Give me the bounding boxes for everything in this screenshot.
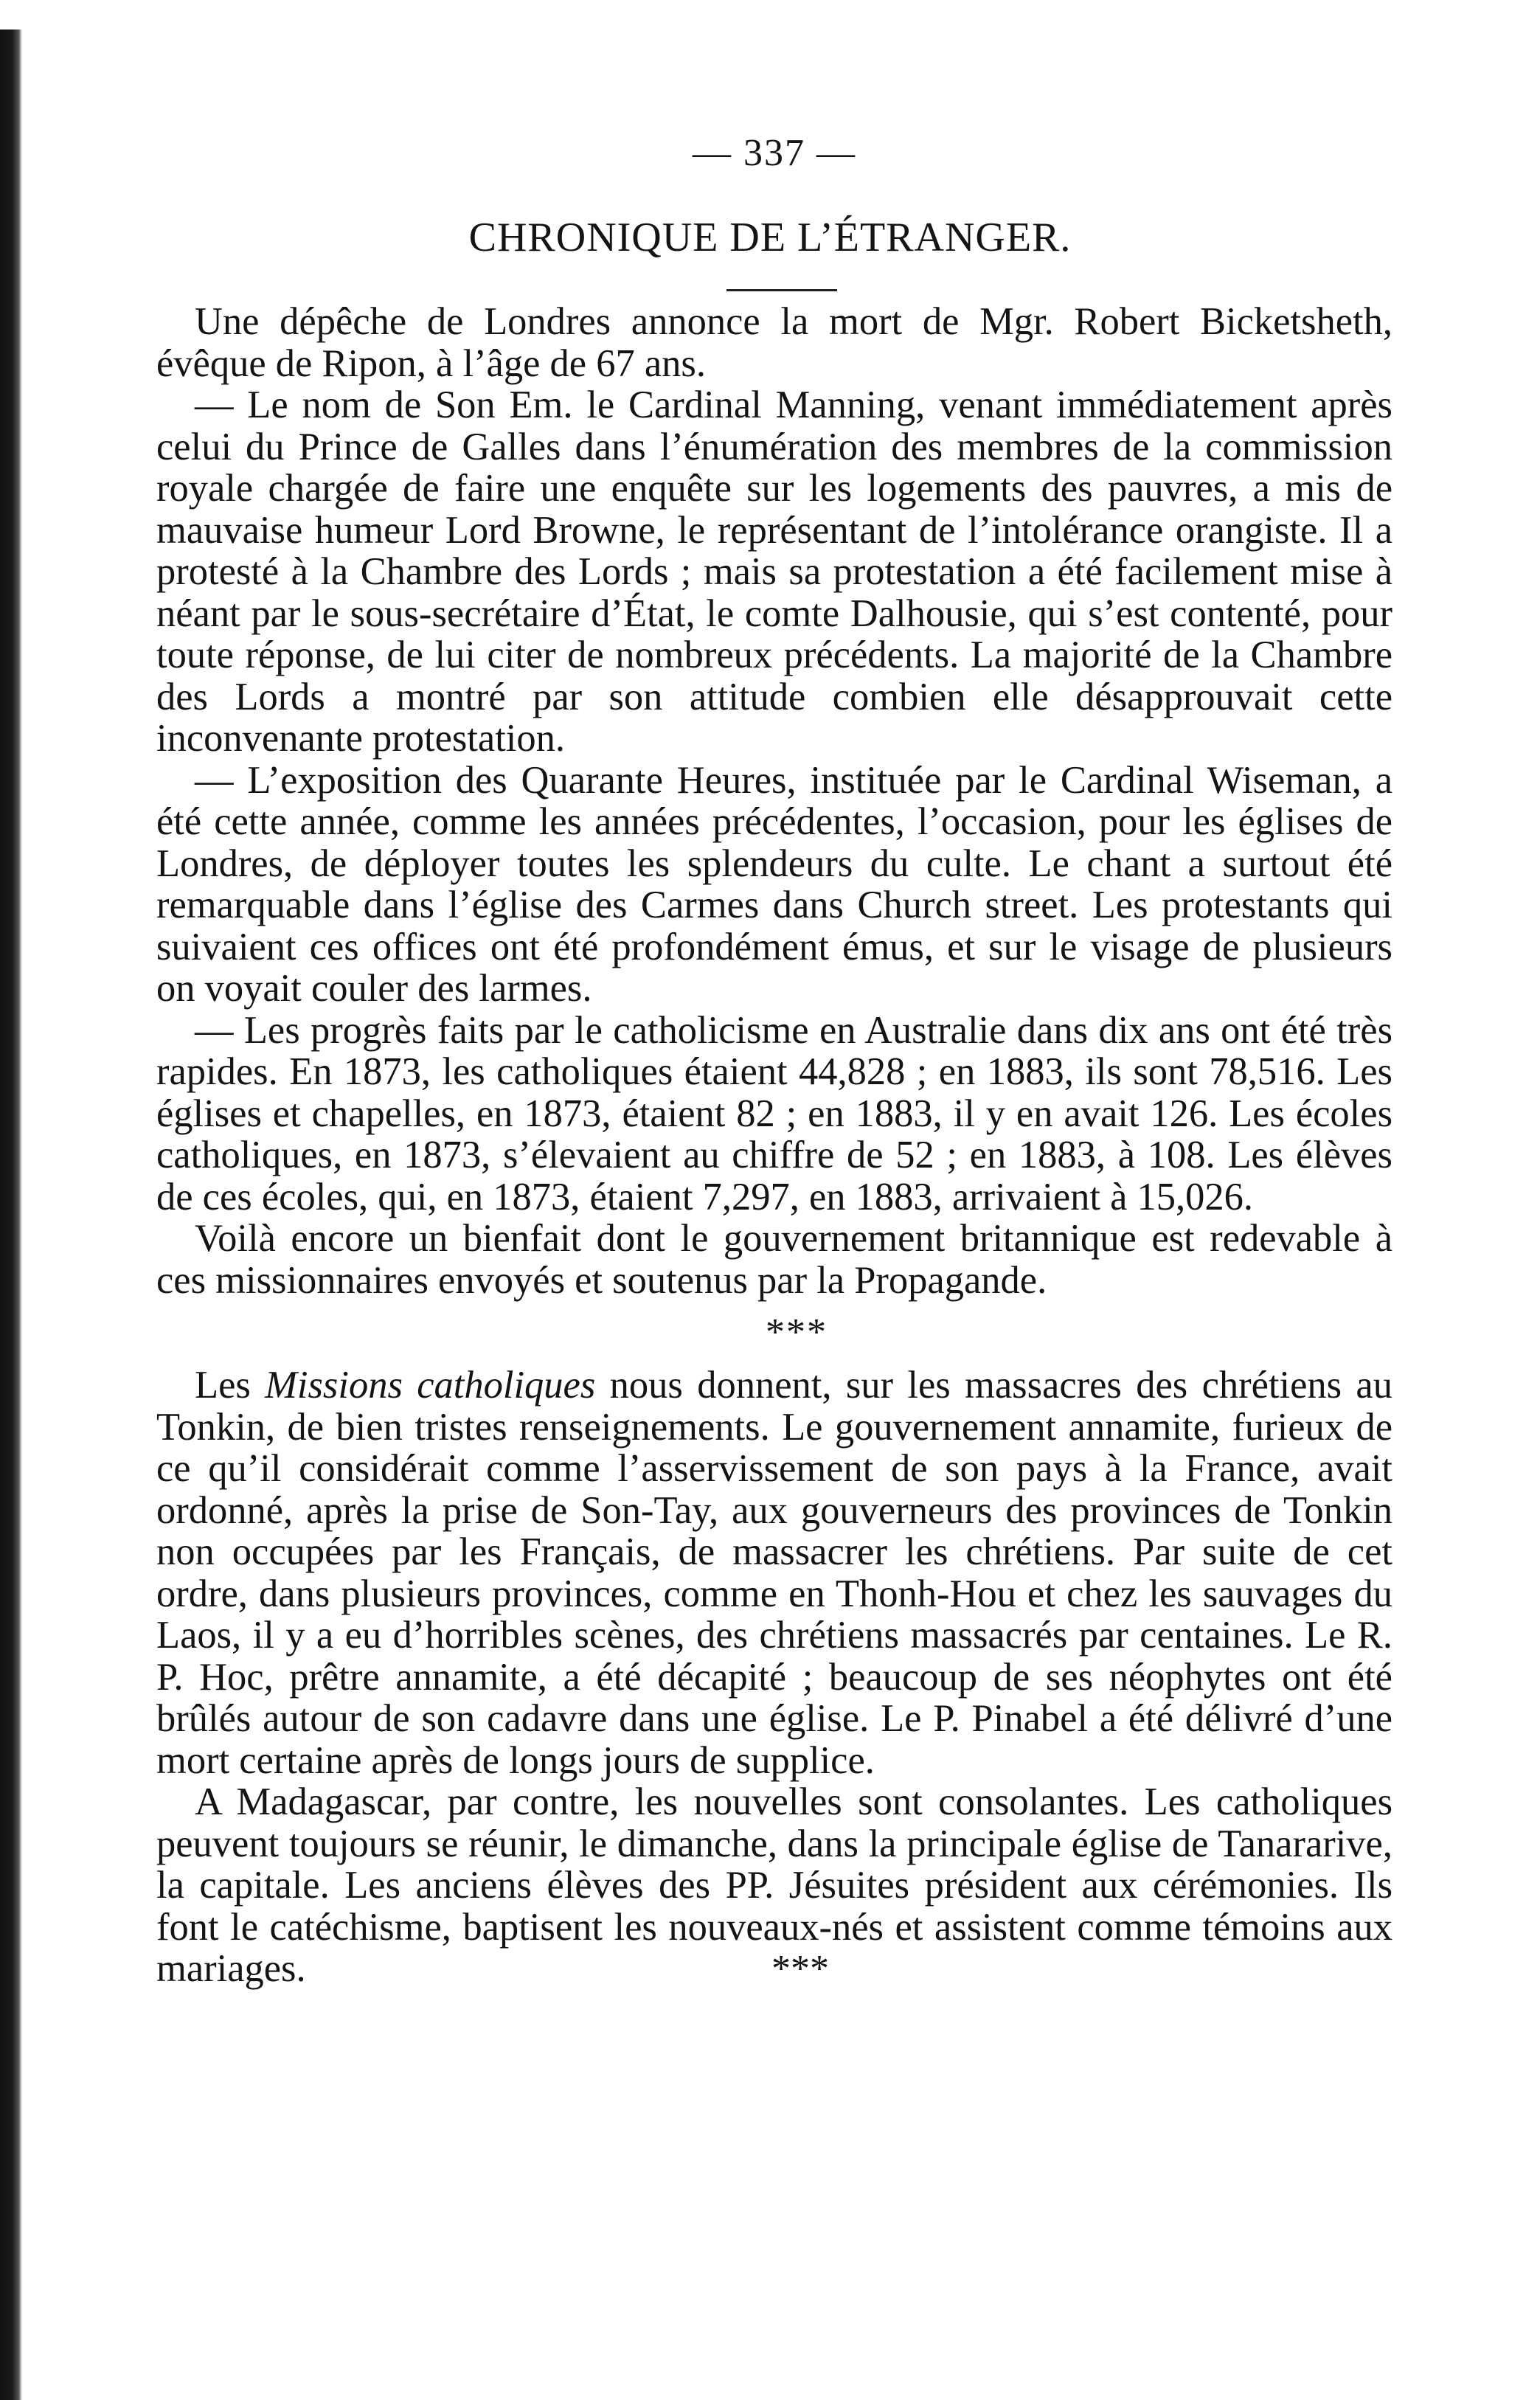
section-separator-end: *** [771,1947,829,1990]
tonkin-lead: Les [195,1364,266,1407]
page-binding-edge [0,30,22,2400]
paragraph-madagascar: A Madagascar, par contre, les nouvelles sont consolantes. Les catholiques peuvent toujours se réunir, le dimanche, dans la principale église de Tanararive, la capitale. Les anciens élèves des PP. Jésuites président aux cérémonies. Ils font le catéchisme, baptisent les nouveaux-nés et assistent comme témoins aux mariages. [156,1780,1392,1990]
paragraph-manning: — Le nom de Son Em. le Cardinal Manning, venant immédiatement après celui du Prince de Galles dans l’énumération des membres de la commission royale chargée de faire une enquête sur les logements des pauvres, a mis de mauvaise humeur Lord Browne, le représentant de l’intolérance orangiste. Il a protesté à la Chambre des Lords ; mais sa protestation a été facilement mise à néant par le sous-secrétaire d’État, le comte Dalhousie, qui s’est contenté, pour toute réponse, de lui citer de nombreux précédents. La majorité de la Chambre des Lords a montré par son attitude combien elle désapprouvait cette inconvenante protestation. [156,384,1392,760]
paragraph-tonkin [156,1364,1392,1781]
article-body [156,301,1392,1990]
chapter-heading: CHRONIQUE DE L’ÉTRANGER. [468,215,1072,260]
paragraph-propagande: Voilà encore un bienfait dont le gouvernement britannique est redevable à ces missionnaires envoyés et soutenus par la Propagande. [156,1217,1392,1302]
journal-title: Missions catholiques [265,1364,596,1407]
paragraph-quarante-heures: — L’exposition des Quarante Heures, instituée par le Cardinal Wiseman, a été cette année, comme les années précédentes, l’occasion, pour les églises de Londres, de déployer toutes les splendeurs du culte. Le chant a surtout été remarquable dans l’église des Carmes dans Church street. Les protestants qui suivaient ces offices ont été profondément émus, et sur le visage de plusieurs on voyait couler des larmes. [156,758,1392,1010]
paragraph-ripon: Une dépêche de Londres annonce la mort de Mgr. Robert Bicketsheth, évêque de Ripon, à l’âge de 67 ans. [156,300,1392,385]
tonkin-text: nous donnent, sur les massacres des chrétiens au Tonkin, de bien tristes renseignements. Le gouvernement annamite, furieux de ce qu’il considérait comme l’asservissement de son pays à la France, avait ordonné, après la prise de Son-Tay, aux gouverneurs des provinces de Tonkin non occupées par les Français, de massacrer les chrétiens. Par suite de cet ordre, dans plusieurs provinces, comme en Thonh-Hou et chez les sauvages du Laos, il y a eu d’horribles scènes, des chrétiens massacrés par centaines. Le R. P. Hoc, prêtre annamite, a été décapité ; beaucoup de ses néophytes ont été brûlés autour de son cadavre dans une église. Le P. Pinabel a été délivré d’une mort certaine après de longs jours de supplice. [156,1364,1392,1782]
section-separator: *** [766,1311,828,1353]
page-number: — 337 — [693,132,856,174]
heading-rule [726,289,837,291]
paragraph-australie: — Les progrès faits par le catholicisme en Australie dans dix ans ont été très rapides. En 1873, les catholiques étaient 44,828 ; en 1883, ils sont 78,516. Les églises et chapelles, en 1873, étaient 82 ; en 1883, il y en avait 126. Les écoles catholiques, en 1873, s’élevaient au chiffre de 52 ; en 1883, à 108. Les élèves de ces écoles, qui, en 1873, étaient 7,297, en 1883, arrivaient à 15,026. [156,1008,1392,1218]
